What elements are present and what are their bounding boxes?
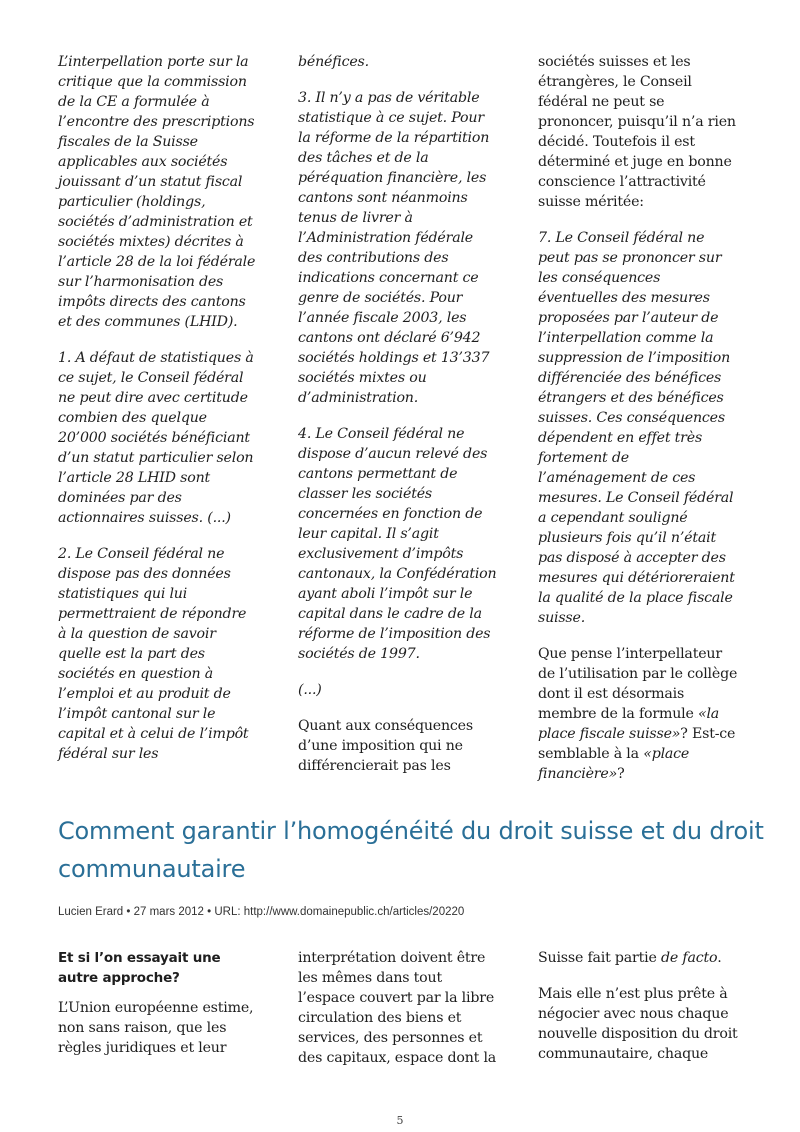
paragraph: 4. Le Conseil fédéral ne dispose d’aucun relevé des cantons permettant de classer les sociétés concernées en fonction de leur capital. Il s’agit exclusivement d’impôts cantonaux, la Confédération ayant aboli l’impôt sur le capital dans le cadre de la réforme de l’imposition des sociétés de 1997. — [298, 426, 497, 662]
paragraph: (...) — [298, 682, 322, 698]
paragraph: Quant aux conséquences d’une imposition qui ne différencierait pas les — [298, 718, 473, 774]
paragraph: sociétés suisses et les étrangères, le Conseil fédéral ne peut se prononcer, puisqu’il n’a rien décidé. Toutefois il est déterminé et juge en bonne conscience l’attractivité suisse méritée: — [538, 54, 736, 210]
paragraph: L’interpellation porte sur la critique que la commission de la CE a formulée à l’encontre des prescriptions fiscales de la Suisse applicables aux sociétés jouissant d’un statut fiscal particulier (holdings, sociétés d’administration et sociétés mixtes) décrites à l’article 28 de la loi fédérale sur l’harmonisation des impôts directs des cantons et des communes (LHID). — [58, 54, 256, 330]
page-number: 5 — [396, 1114, 404, 1127]
column-2 — [298, 52, 498, 792]
text-span: ? — [617, 766, 625, 782]
article-byline: Lucien Erard • 27 mars 2012 • URL: http://www.domainepublic.ch/articles/20220 — [58, 906, 465, 918]
paragraph: 7. Le Conseil fédéral ne peut pas se prononcer sur les conséquences éventuelles des mesures proposées par l’auteur de l’interpellation comme la suppression de l’imposition différenciée des bénéfices étrangers et des bénéfices suisses. Ces conséquences dépendent en effet très fortement de l’aménagement de ces mesures. Le Conseil fédéral a cependant souligné plusieurs fois qu’il n’était pas disposé à accepter des mesures qui détérioreraient la qualité de la place fiscale suisse. — [538, 230, 735, 626]
text-span: Que pense l’interpellateur de l’utilisation par le collège dont il est désormais membre de la formule — [538, 646, 738, 722]
paragraph: 1. A défaut de statistiques à ce sujet, le Conseil fédéral ne peut dire avec certitude combien des quelque 20’000 sociétés bénéficiant d’un statut particulier selon l’article 28 LHID sont dominées par des actionnaires suisses. (...) — [58, 350, 254, 526]
text-span: Suisse fait partie — [538, 950, 661, 966]
column-1 — [58, 52, 258, 780]
paragraph — [538, 644, 738, 784]
paragraph: interprétation doivent être les mêmes dans tout l’espace couvert par la libre circulation des biens et services, des personnes et des capitaux, espace dont la — [298, 950, 497, 1066]
article-title: Comment garantir l’homogénéité du droit suisse et du droit communautaire — [58, 817, 764, 883]
quote-emphasis: «place financière» — [538, 746, 690, 782]
emphasis: de facto — [661, 950, 718, 966]
text-span: ? Est-ce semblable à la — [538, 726, 736, 762]
subheading: Et si l’on essayait une autre approche? — [58, 950, 221, 986]
article-column-2 — [298, 948, 498, 1084]
column-3 — [538, 52, 738, 800]
paragraph: Mais elle n’est plus prête à négocier avec nous chaque nouvelle disposition du droit communautaire, chaque — [538, 986, 738, 1062]
paragraph: L’Union européenne estime, non sans raison, que les règles juridiques et leur — [58, 1000, 254, 1056]
paragraph: 3. Il n’y a pas de véritable statistique à ce sujet. Pour la réforme de la répartition des tâches et de la péréquation financière, les cantons sont néanmoins tenus de livrer à l’Administration fédérale des contributions des indications concernant ce genre de sociétés. Pour l’année fiscale 2003, les cantons ont déclaré 6’942 sociétés holdings et 13’337 sociétés mixtes ou d’administration. — [298, 90, 490, 406]
article-column-1 — [58, 948, 258, 1074]
article-column-3 — [538, 948, 738, 1080]
paragraph — [538, 948, 738, 968]
paragraph: bénéfices. — [298, 54, 369, 70]
paragraph: 2. Le Conseil fédéral ne dispose pas des données statistiques qui lui permettraient de répondre à la question de savoir quelle est la part des sociétés en question à l’emploi et au produit de l’impôt cantonal sur le capital et à celui de l’impôt fédéral sur les — [58, 546, 249, 762]
quote-emphasis: «la place fiscale suisse» — [538, 706, 720, 742]
text-span: . — [717, 950, 722, 966]
